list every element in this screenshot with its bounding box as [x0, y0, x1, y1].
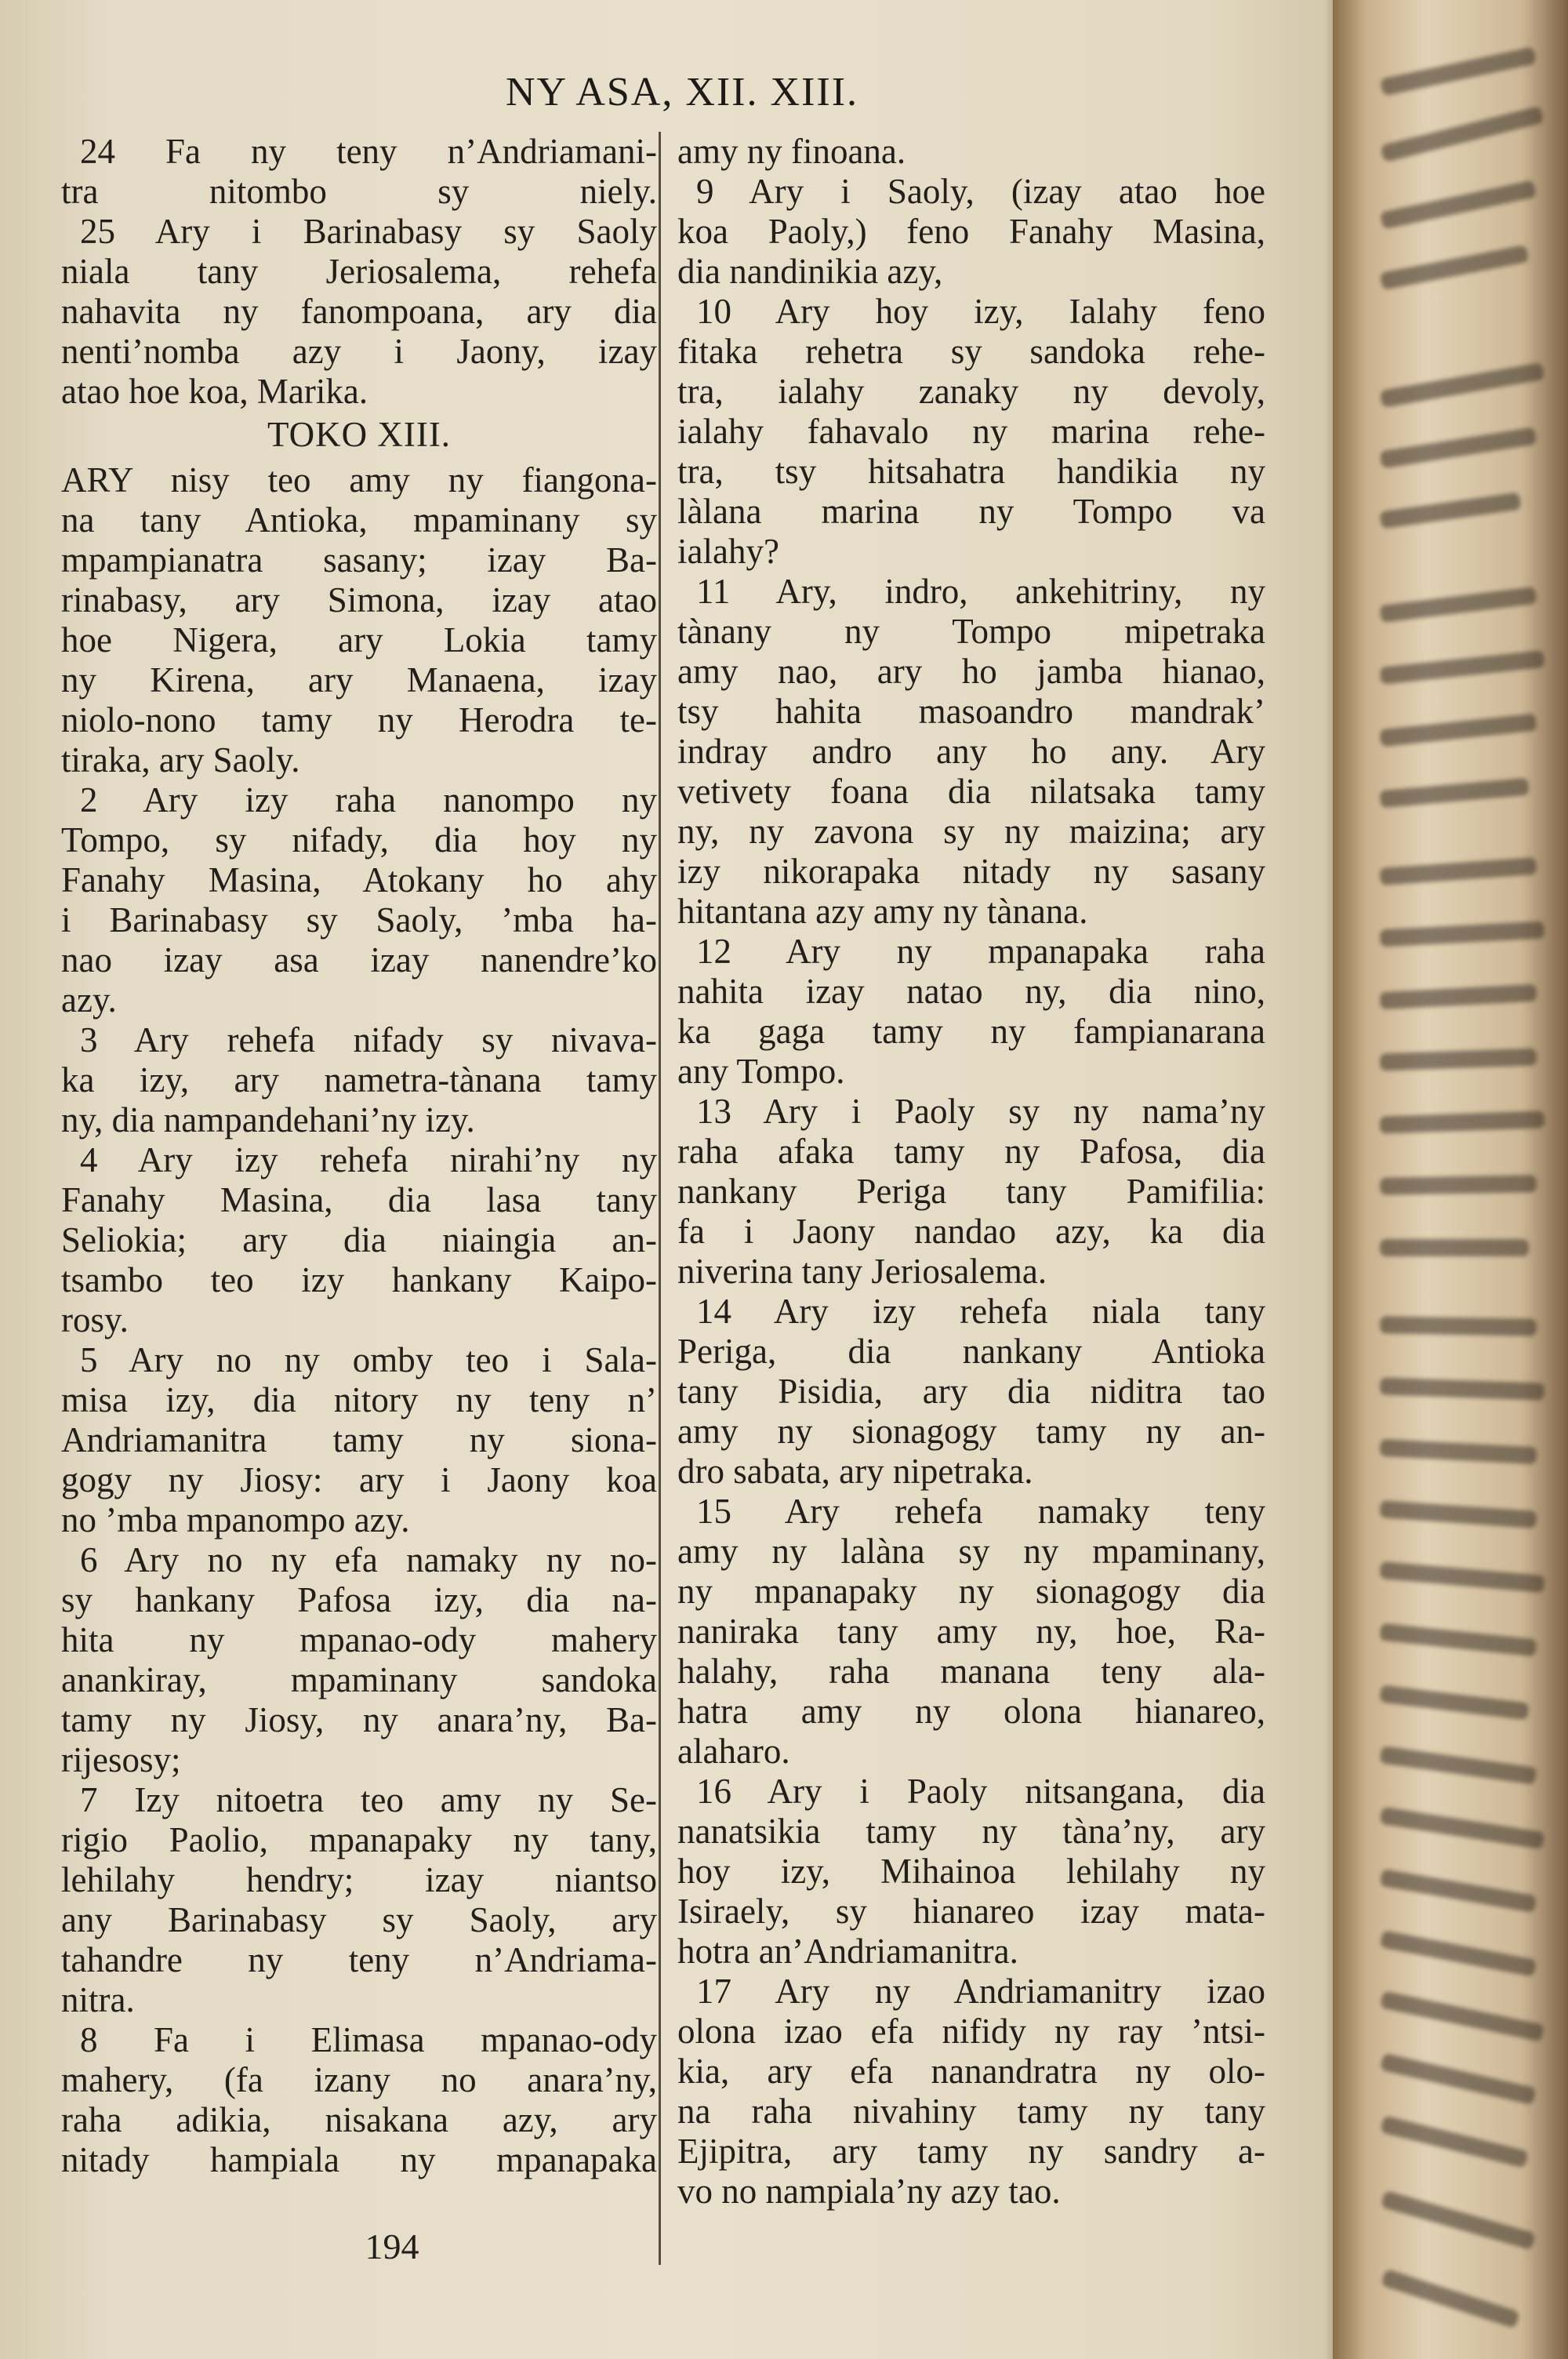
text-line: niala tany Jeriosalema, rehefa — [61, 252, 657, 291]
text-line: i Barinabasy sy Saoly, ’mba ha- — [61, 900, 657, 940]
text-line: ialahy fahavalo ny marina rehe- — [677, 412, 1265, 451]
adjacent-page-blurred — [1333, 0, 1568, 2359]
text-line: olona izao efa nifidy ny ray ’ntsi- — [677, 2012, 1265, 2051]
running-header-title: NY ASA, XII. XIII. — [505, 70, 859, 114]
right-text-column — [677, 132, 1265, 2212]
text-line: Isiraely, sy hianareo izay mata- — [677, 1892, 1265, 1931]
text-line: vo no nampiala’ny azy tao. — [677, 2172, 1061, 2211]
text-line: hitantana azy amy ny tànana. — [677, 892, 1088, 931]
text-line: nankany Periga tany Pamifilia: — [677, 1172, 1265, 1211]
column-divider — [659, 132, 661, 2265]
text-line: koa Paoly,) feno Fanahy Masina, — [677, 212, 1265, 251]
text-line: anankiray, mpaminany sandoka — [61, 1660, 657, 1699]
text-line: no ’mba mpanompo azy. — [61, 1500, 410, 1539]
text-line: 9 Ary i Saoly, (izay atao hoe — [696, 172, 1265, 211]
text-line: alaharo. — [677, 1732, 790, 1771]
text-line: fa i Jaony nandao azy, ka dia — [677, 1212, 1265, 1251]
text-line: Ejipitra, ary tamy ny sandry a- — [677, 2132, 1265, 2171]
text-line: 2 Ary izy raha nanompo ny — [80, 780, 657, 820]
text-line: nahavita ny fanompoana, ary dia — [61, 292, 657, 331]
text-line: tiraka, ary Saoly. — [61, 740, 300, 780]
text-line: rinabasy, ary Simona, izay atao — [61, 580, 657, 620]
text-line: nahita izay natao ny, dia nino, — [677, 972, 1265, 1011]
text-line: lehilahy hendry; izay niantso — [61, 1860, 657, 1899]
text-line: tany Pisidia, ary dia niditra tao — [677, 1372, 1265, 1411]
text-line: kia, ary efa nanandratra ny olo- — [677, 2052, 1265, 2091]
text-line: rosy. — [61, 1300, 129, 1339]
text-line: 15 Ary rehefa namaky teny — [696, 1492, 1265, 1531]
text-line: mpampianatra sasany; izay Ba- — [61, 540, 657, 580]
text-line: 8 Fa i Elimasa mpanao-ody — [80, 2020, 657, 2059]
text-line: ny mpanapaky ny sionagogy dia — [677, 1572, 1265, 1611]
text-line: Seliokia; ary dia niaingia an- — [61, 1220, 657, 1259]
text-line: Andriamanitra tamy ny siona- — [61, 1420, 657, 1459]
text-line: Tompo, sy nifady, dia hoy ny — [61, 820, 657, 860]
text-line: tsy hahita masoandro mandrak’ — [677, 692, 1265, 731]
text-line: raha adikia, nisakana azy, ary — [61, 2100, 657, 2139]
text-line: atao hoe koa, Marika. — [61, 372, 368, 411]
text-line: sy hankany Pafosa izy, dia na- — [61, 1580, 657, 1619]
text-line: mahery, (fa izany no anara’ny, — [61, 2060, 657, 2099]
text-line: 24 Fa ny teny n’Andriamani- — [80, 132, 657, 171]
text-line: nenti’nomba azy i Jaony, izay — [61, 332, 657, 371]
text-line: 10 Ary hoy izy, Ialahy feno — [696, 292, 1265, 331]
text-line: tsambo teo izy hankany Kaipo- — [61, 1260, 657, 1299]
text-line: Fanahy Masina, dia lasa tany — [61, 1180, 657, 1219]
text-line: 4 Ary izy rehefa nirahi’ny ny — [80, 1140, 657, 1180]
text-line: ka izy, ary nametra-tànana tamy — [61, 1060, 657, 1100]
text-line: 11 Ary, indro, ankehitriny, ny — [696, 572, 1265, 611]
text-line: 17 Ary ny Andriamanitry izao — [696, 1972, 1265, 2011]
text-line: hoe Nigera, ary Lokia tamy — [61, 620, 657, 660]
text-line: nitra. — [61, 1980, 135, 2019]
text-line: tamy ny Jiosy, ny anara’ny, Ba- — [61, 1700, 657, 1739]
text-line: na tany Antioka, mpaminany sy — [61, 500, 657, 540]
text-line: fitaka rehetra sy sandoka rehe- — [677, 332, 1265, 371]
text-line: 7 Izy nitoetra teo amy ny Se- — [80, 1780, 657, 1819]
text-line: niverina tany Jeriosalema. — [677, 1252, 1047, 1291]
text-line: ARY nisy teo amy ny fiangona- — [61, 460, 657, 500]
text-line: any Barinabasy sy Saoly, ary — [61, 1900, 657, 1939]
text-line: tànany ny Tompo mipetraka — [677, 612, 1265, 651]
text-line: 3 Ary rehefa nifady sy nivava- — [80, 1020, 657, 1060]
text-line: na raha nivahiny tamy ny tany — [677, 2092, 1265, 2131]
text-line: 14 Ary izy rehefa niala tany — [696, 1292, 1265, 1331]
running-header — [0, 69, 1364, 115]
text-line: vetivety foana dia nilatsaka tamy — [677, 772, 1265, 811]
page-number: 194 — [365, 2226, 419, 2266]
text-line: naniraka tany amy ny, hoe, Ra- — [677, 1612, 1265, 1651]
text-line: Periga, dia nankany Antioka — [677, 1332, 1265, 1371]
text-line: gogy ny Jiosy: ary i Jaony koa — [61, 1460, 657, 1499]
text-line: ny, ny zavona sy ny maizina; ary — [677, 812, 1265, 851]
text-line: tra, ialahy zanaky ny devoly, — [677, 372, 1265, 411]
text-line: dro sabata, ary nipetraka. — [677, 1452, 1033, 1491]
text-line: ny, dia nampandehani’ny izy. — [61, 1100, 475, 1140]
text-line: làlana marina ny Tompo va — [677, 492, 1265, 531]
text-line: ny Kirena, ary Manaena, izay — [61, 660, 657, 700]
left-text-column — [61, 132, 657, 2180]
text-line: ialahy? — [677, 532, 779, 571]
text-line: misa izy, dia nitory ny teny n’ — [61, 1380, 657, 1419]
text-line: amy ny lalàna sy ny mpaminany, — [677, 1532, 1265, 1571]
text-line: rigio Paolio, mpanapaky ny tany, — [61, 1820, 657, 1859]
text-line: indray andro any ho any. Ary — [677, 732, 1265, 771]
text-line: niolo-nono tamy ny Herodra te- — [61, 700, 657, 740]
text-line: tahandre ny teny n’Andriama- — [61, 1940, 657, 1979]
text-line: hotra an’Andriamanitra. — [677, 1932, 1018, 1971]
text-line: 5 Ary no ny omby teo i Sala- — [80, 1340, 657, 1379]
text-line: 16 Ary i Paoly nitsangana, dia — [696, 1772, 1265, 1811]
text-line: rijesosy; — [61, 1740, 181, 1779]
text-line: hatra amy ny olona hianareo, — [677, 1692, 1265, 1731]
chapter-heading: TOKO XIII. — [267, 415, 452, 454]
text-line: izy nikorapaka nitady ny sasany — [677, 852, 1265, 891]
text-line: tra nitombo sy niely. — [61, 172, 657, 211]
text-line: dia nandinikia azy, — [677, 252, 943, 291]
text-line: 13 Ary i Paoly sy ny nama’ny — [696, 1092, 1265, 1131]
text-line: ka gaga tamy ny fampianarana — [677, 1012, 1265, 1051]
text-line: raha afaka tamy ny Pafosa, dia — [677, 1132, 1265, 1171]
text-line: amy nao, ary ho jamba hianao, — [677, 652, 1265, 691]
text-line: amy ny finoana. — [677, 132, 906, 171]
text-line: hita ny mpanao-ody mahery — [61, 1620, 657, 1659]
text-line: Fanahy Masina, Atokany ho ahy — [61, 860, 657, 900]
text-line: azy. — [61, 980, 117, 1020]
text-line: 25 Ary i Barinabasy sy Saoly — [80, 212, 657, 251]
text-line: amy ny sionagogy tamy ny an- — [677, 1412, 1265, 1451]
text-line: 12 Ary ny mpanapaka raha — [696, 932, 1265, 971]
text-line: any Tompo. — [677, 1052, 845, 1091]
text-line: tra, tsy hitsahatra handikia ny — [677, 452, 1265, 491]
text-line: 6 Ary no ny efa namaky ny no- — [80, 1540, 657, 1579]
text-line: nitady hampiala ny mpanapaka — [61, 2140, 657, 2179]
text-line: hoy izy, Mihainoa lehilahy ny — [677, 1852, 1265, 1891]
text-line: nanatsikia tamy ny tàna’ny, ary — [677, 1812, 1265, 1851]
text-line: nao izay asa izay nanendre’ko — [61, 940, 657, 980]
text-line: halahy, raha manana teny ala- — [677, 1652, 1265, 1691]
